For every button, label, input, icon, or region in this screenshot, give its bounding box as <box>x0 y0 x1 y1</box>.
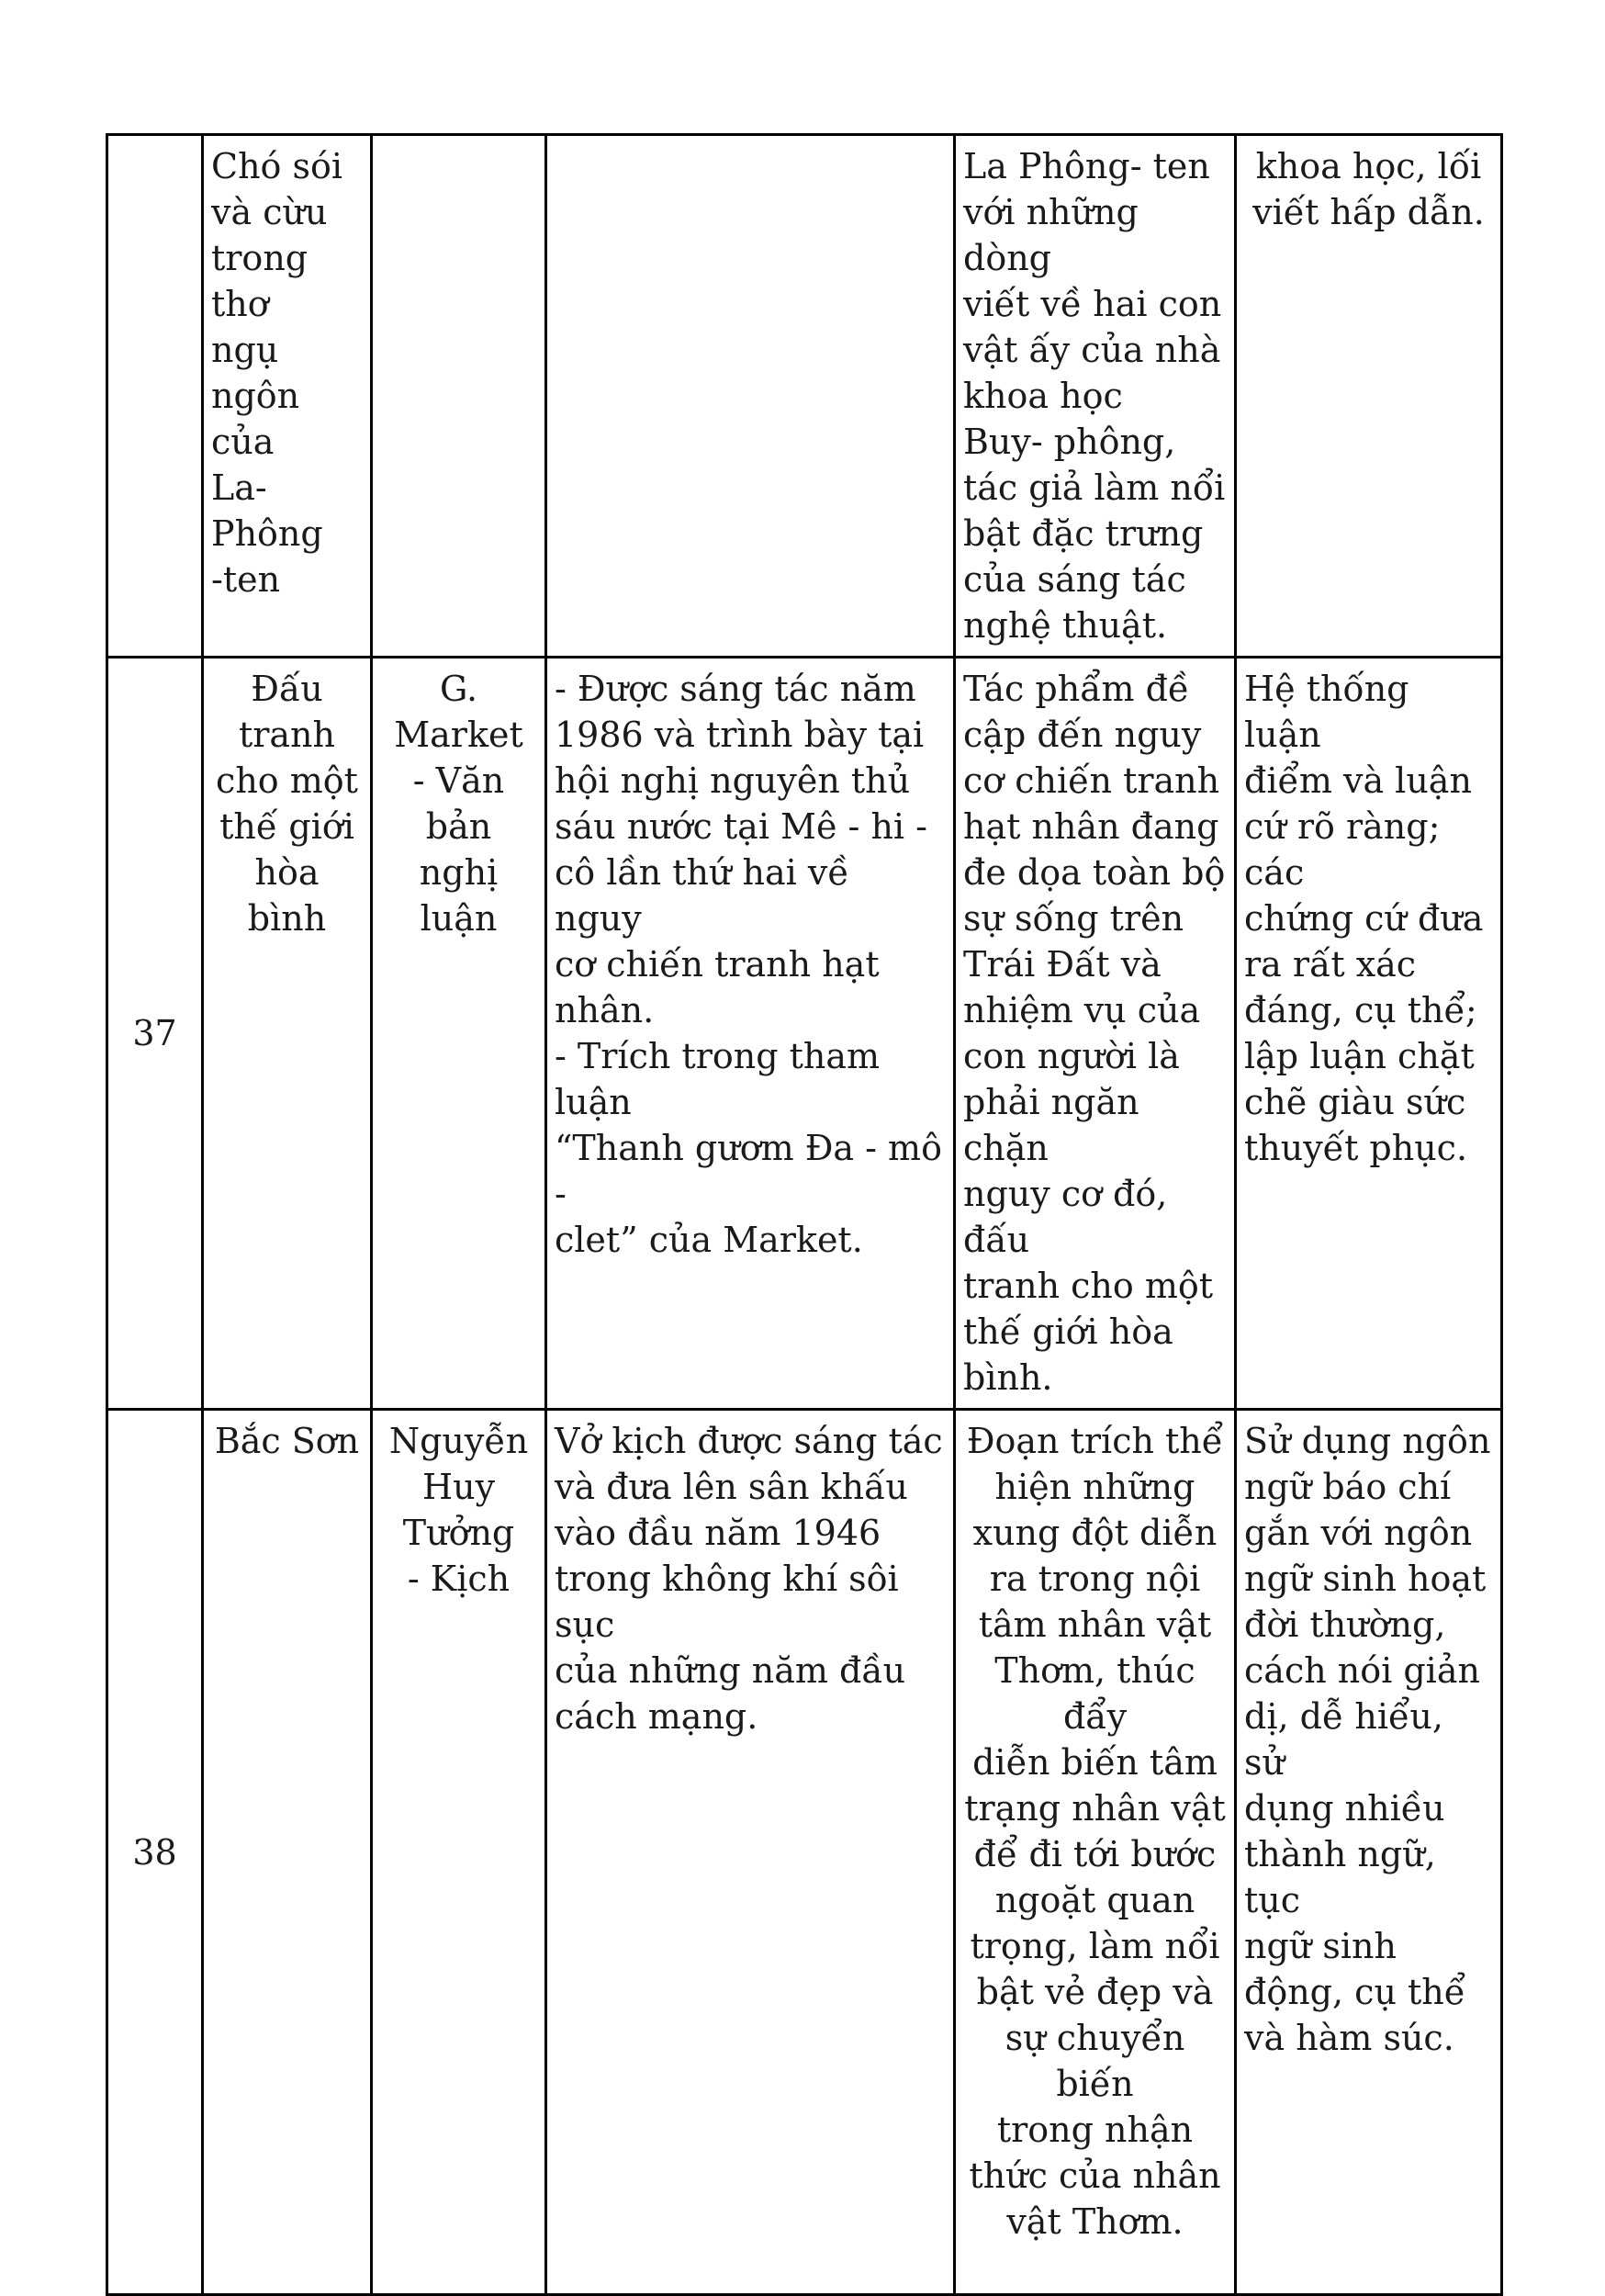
content-cell: Tác phẩm đề cập đến nguy cơ chiến tranh hạt nhân đang đe dọa toàn bộ sự sống trên Trái Đất và nhiệm vụ của con người là phải ngăn chặn nguy cơ đó, đấu tranh cho một thế giới hòa bình. <box>955 658 1236 1410</box>
art-cell: khoa học, lối viết hấp dẫn. <box>1236 135 1502 658</box>
table-row <box>107 658 1502 1410</box>
context-cell: - Được sáng tác năm 1986 và trình bày tại hội nghị nguyên thủ sáu nước tại Mê - hi - cô lần thứ hai về nguy cơ chiến tranh hạt nhân. - Trích trong tham luận “Thanh gươm Đa - mô - clet” của Market. <box>546 658 955 1410</box>
art-cell: Hệ thống luận điểm và luận cứ rõ ràng; các chứng cứ đưa ra rất xác đáng, cụ thể; lập luận chặt chẽ giàu sức thuyết phục. <box>1236 658 1502 1410</box>
work-title-cell: Chó sói và cừu trong thơ ngụ ngôn của La-Phông -ten <box>203 135 372 658</box>
row-number-cell <box>107 135 203 658</box>
context-cell <box>546 135 955 658</box>
author-genre-cell <box>372 135 546 658</box>
literature-table <box>106 133 1503 2296</box>
content-cell: La Phông- ten với những dòng viết về hai con vật ấy của nhà khoa học Buy- phông, tác giả làm nổi bật đặc trưng của sáng tác nghệ thuật. <box>955 135 1236 658</box>
art-cell: Sử dụng ngôn ngữ báo chí gắn với ngôn ngữ sinh hoạt đời thường, cách nói giản dị, dễ hiểu, sử dụng nhiều thành ngữ, tục ngữ sinh động, cụ thể và hàm súc. <box>1236 1410 1502 2295</box>
table-row <box>107 135 1502 658</box>
row-number-cell: 37 <box>107 658 203 1410</box>
table-row <box>107 1410 1502 2295</box>
work-title-cell: Bắc Sơn <box>203 1410 372 2295</box>
row-number-cell: 38 <box>107 1410 203 2295</box>
content-cell: Đoạn trích thể hiện những xung đột diễn ra trong nội tâm nhân vật Thơm, thúc đẩy diễn biến tâm trạng nhân vật để đi tới bước ngoặt quan trọng, làm nổi bật vẻ đẹp và sự chuyển biến trong nhận thức của nhân vật Thơm. <box>955 1410 1236 2295</box>
work-title-cell: Đấu tranh cho một thế giới hòa bình <box>203 658 372 1410</box>
author-genre-cell: Nguyễn Huy Tưởng - Kịch <box>372 1410 546 2295</box>
author-genre-cell: G. Market - Văn bản nghị luận <box>372 658 546 1410</box>
context-cell: Vở kịch được sáng tác và đưa lên sân khấu vào đầu năm 1946 trong không khí sôi sục của những năm đầu cách mạng. <box>546 1410 955 2295</box>
